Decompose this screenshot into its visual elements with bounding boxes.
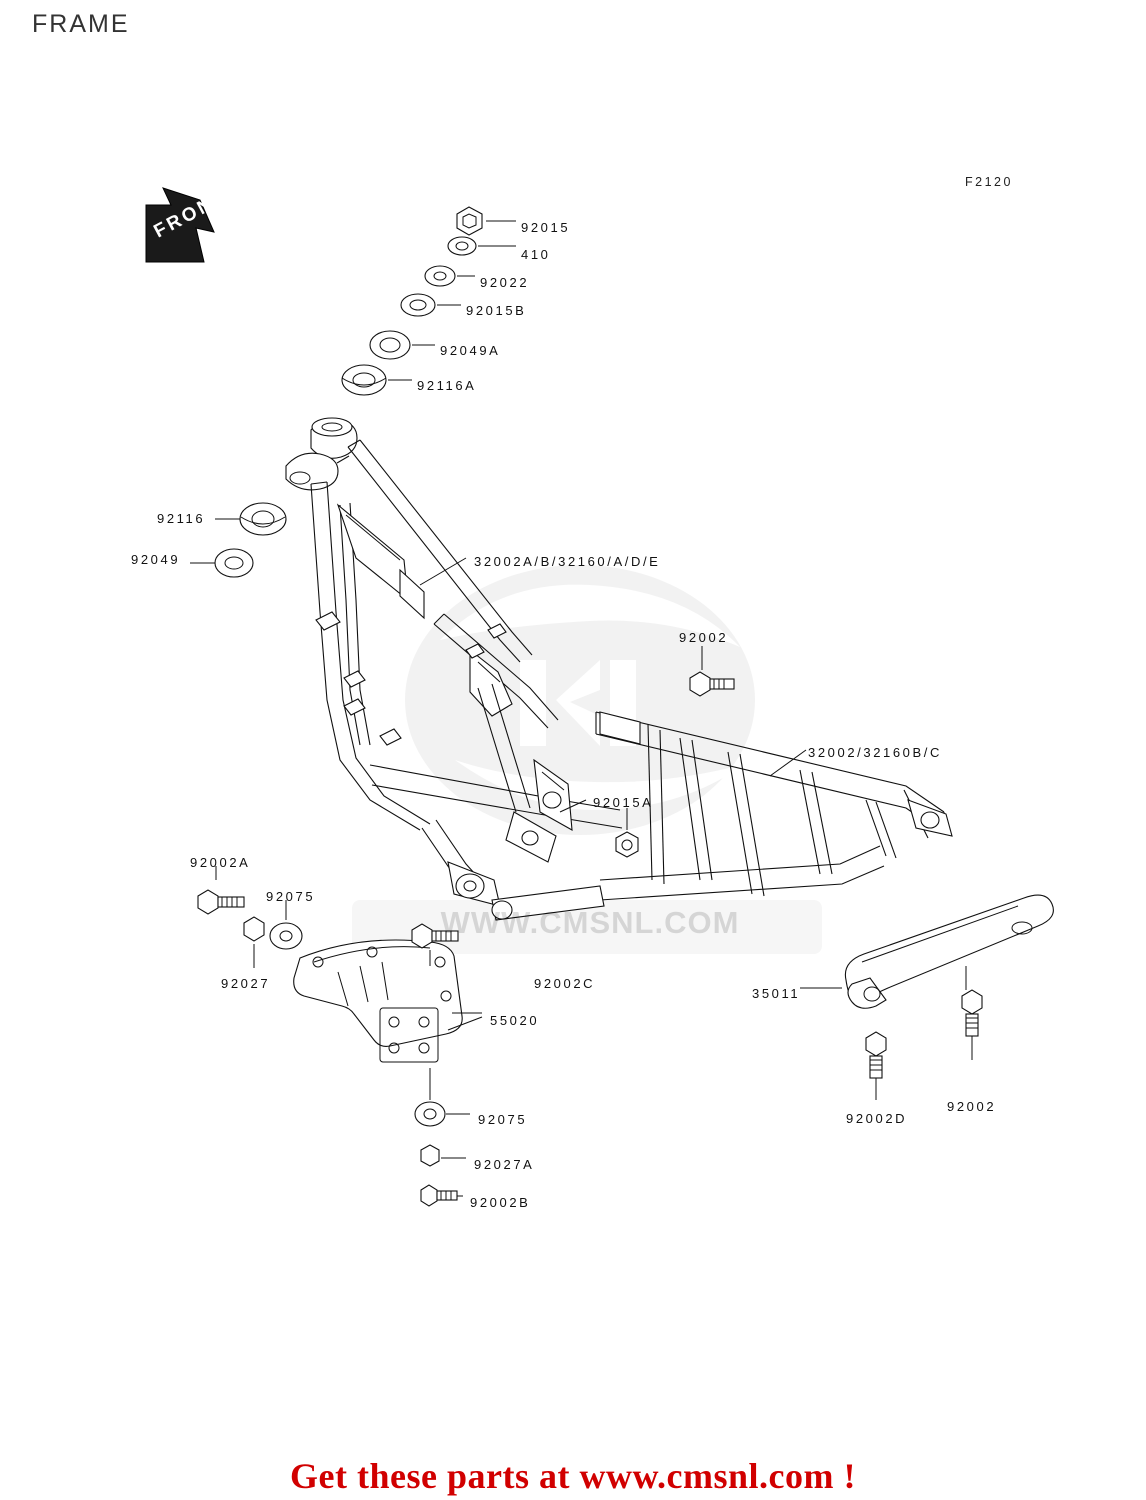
- part-label-l-92002c: 92002C: [534, 976, 596, 991]
- page-title: FRAME: [32, 10, 130, 38]
- steering-stem-parts: [342, 207, 516, 395]
- part-label-l-92027a: 92027A: [474, 1157, 535, 1172]
- side-stand: [800, 895, 1053, 1100]
- part-label-l-92015: 92015: [521, 220, 571, 235]
- footer-cta: Get these parts at www.cmsnl.com !: [290, 1456, 856, 1496]
- part-label-l-32002a: 32002A/B/32160/A/D/E: [474, 554, 661, 569]
- skid-plate: [294, 940, 482, 1062]
- part-label-l-92049a: 92049A: [440, 343, 501, 358]
- part-label-l-92116a: 92116A: [417, 378, 477, 393]
- part-label-l-92075b: 92075: [478, 1112, 528, 1127]
- part-label-l-92015b: 92015B: [466, 303, 527, 318]
- part-label-l-410: 410: [521, 247, 551, 262]
- part-label-l-92027: 92027: [221, 976, 271, 991]
- part-label-l-92116: 92116: [157, 511, 206, 526]
- part-label-l-92002: 92002: [679, 630, 729, 645]
- part-label-l-92015a: 92015A: [593, 795, 654, 810]
- diagram-code: F2120: [965, 175, 1013, 189]
- front-marker-label: FRONT: [150, 186, 232, 243]
- part-label-l-92002r: 92002: [947, 1099, 997, 1114]
- part-label-l-92002b: 92002B: [470, 1195, 531, 1210]
- part-label-l-32002b: 32002/32160B/C: [808, 745, 942, 760]
- part-label-l-55020: 55020: [490, 1013, 540, 1028]
- part-label-l-35011: 35011: [752, 986, 801, 1001]
- part-label-l-92075: 92075: [266, 889, 316, 904]
- part-label-l-92049: 92049: [131, 552, 181, 567]
- part-label-l-92022: 92022: [480, 275, 530, 290]
- part-label-l-92002d: 92002D: [846, 1111, 908, 1126]
- part-label-l-92002a: 92002A: [190, 855, 251, 870]
- watermark-logo: [405, 565, 755, 835]
- front-marker: [140, 186, 232, 272]
